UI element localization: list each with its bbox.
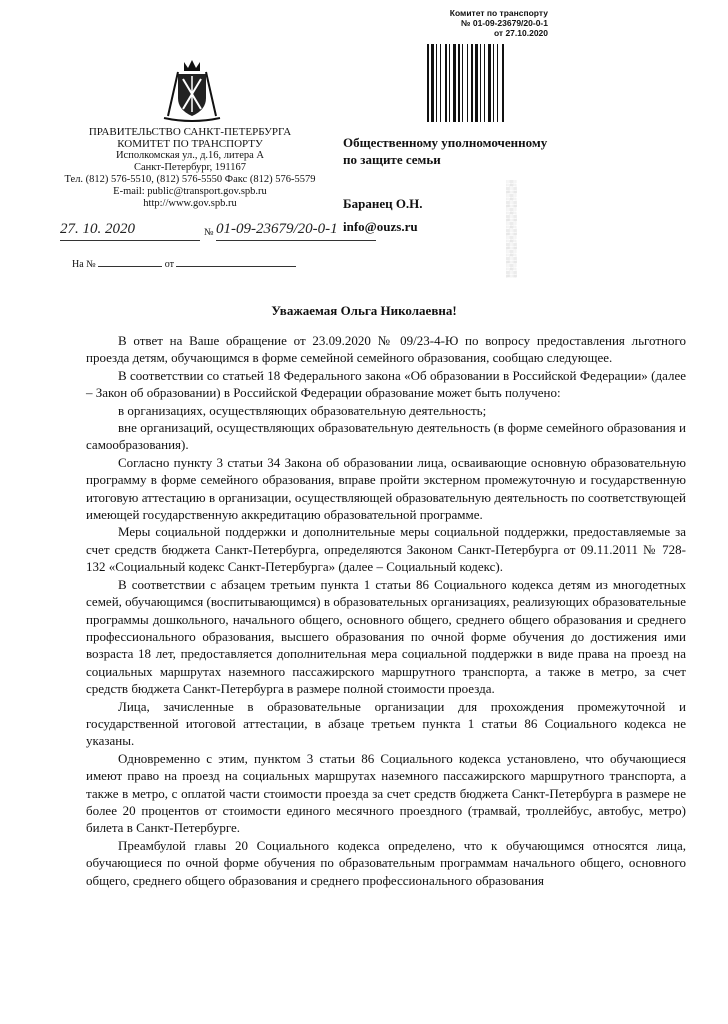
- stamp-line-1: Комитет по транспорту: [449, 8, 548, 18]
- letter-body: [86, 332, 686, 889]
- handwritten-date: 27. 10. 2020: [60, 221, 135, 237]
- scan-noise: ░▒░▒░▒░▒░▒░▒░▒░▒░▒░▒░▒░▒░▒░▒░▒░▒░▒░▒░▒░▒░▒: [506, 180, 517, 278]
- sender-address-city: Санкт-Петербург, 191167: [134, 162, 246, 173]
- paragraph: В ответ на Ваше обращение от 23.09.2020 № 09/23-4-Ю по вопросу предоставления льготного проезда детям, обучающимся в форме семейной семейного образования, сообщаю следующее.: [86, 333, 686, 366]
- sender-email: E-mail: public@transport.gov.spb.ru: [113, 186, 267, 197]
- recipient-title-1: Общественному уполномоченному: [343, 135, 548, 150]
- recipient-name: Баранец О.Н.: [343, 196, 423, 211]
- date-underline: [60, 240, 200, 241]
- sender-government: ПРАВИТЕЛЬСТВО САНКТ-ПЕТЕРБУРГА: [88, 126, 292, 138]
- handwritten-number: 01-09-23679/20-0-1: [216, 221, 338, 237]
- stamp-line-2: № 01-09-23679/20-0-1: [461, 18, 548, 28]
- registration-stamp: [412, 8, 548, 38]
- sender-committee: КОМИТЕТ ПО ТРАНСПОРТУ: [117, 138, 263, 150]
- paragraph: Преамбулой главы 20 Социального кодекса определено, что к обучающимся относятся лица, обучающиеся по очной форме обучения по образовательным программам начального общего, основного общего, среднего общего образования и среднего профессионального образования: [86, 837, 686, 888]
- number-label: №: [204, 227, 214, 238]
- barcode-icon: [425, 44, 541, 122]
- reference-number-blank: [98, 256, 162, 267]
- number-underline: [216, 240, 376, 241]
- recipient-email: info@ouzs.ru: [343, 219, 418, 234]
- stamp-line-3: от 27.10.2020: [493, 28, 548, 38]
- reference-line: [72, 256, 332, 270]
- paragraph: вне организаций, осуществляющих образовательную деятельность (в форме семейного образования и самообразования).: [86, 420, 686, 453]
- paragraph: в организациях, осуществляющих образовательную деятельность;: [118, 402, 487, 418]
- outgoing-registration: [60, 221, 360, 243]
- sender-website: http://www.gov.spb.ru: [143, 198, 237, 209]
- reference-date-blank: [176, 256, 296, 267]
- paragraph: В соответствии со статьей 18 Федерального закона «Об образовании в Российской Федерации» (далее – Закон об образовании) в Российской Федерации образование может быть получено:: [86, 367, 686, 401]
- paragraph: Меры социальной поддержки и дополнительные меры социальной поддержки, предоставляемые за счет средств бюджета Санкт-Петербурга, определяются Законом Санкт-Петербурга от 09.11.2011 № 728-132 «Социальный кодекс Санкт-Петербурга» (далее – Социальный кодекс).: [86, 524, 686, 575]
- paragraph: Одновременно с этим, пунктом 3 статьи 86 Социального кодекса установлено, что обучающиеся имеют право на проезд на социальных маршрутах наземного пассажирского маршрутного транспорта, а также в метро, с оплатой части стоимости проезда за счет средств бюджета Санкт-Петербурга в размере не более 20 процентов от стоимости единого месячного проездного (трамвай, троллейбус, автобус, метро) билета в Санкт-Петербурге.: [86, 750, 686, 836]
- reference-number-label: На №: [72, 259, 96, 270]
- paragraph: В соответствии с абзацем третьим пункта 1 статьи 86 Социального кодекса детям из многодетных семей, обучающимся (воспитывающимся) в образовательных организациях, реализующих образовательные программы дошкольного, начального общего, основного общего, среднего общего образования и среднего профессионального образования, высшего образования по очной форме обучения до достижения ими возраста 18 лет, предоставляется дополнительная мера социальной поддержки в виде права на проезд на социальных маршрутах наземного пассажирского маршрутного транспорта, а также в метро, за счет средств бюджета Санкт-Петербурга в размере полной стоимости проезда.: [86, 576, 686, 697]
- recipient-title-2: по защите семьи: [343, 152, 441, 167]
- recipient-block: [343, 134, 603, 234]
- paragraph: Согласно пункту 3 статьи 34 Закона об образовании лица, осваивающие основную образовательную программу в форме семейного образования, вправе пройти экстерном промежуточную и государственную итоговую аттестацию в организации, осуществляющей образовательную деятельность по соответствующей имеющей государственную аккредитацию образовательной программе.: [86, 454, 686, 523]
- coat-of-arms-icon: [160, 58, 224, 122]
- reference-date-label: от: [164, 259, 174, 270]
- sender-phones: Тел. (812) 576-5510, (812) 576-5550 Факс (812) 576-5579: [64, 174, 316, 185]
- salutation: Уважаемая Ольга Николаевна!: [271, 303, 457, 318]
- sender-address-street: Исполкомская ул., д.16, литера А: [115, 150, 265, 161]
- paragraph: Лица, зачисленные в образовательные организации для прохождения промежуточной и государственной итоговой аттестации, в абзаце третьем пункта 1 статьи 86 Социального кодекса не указаны.: [86, 698, 686, 749]
- sender-block: [60, 126, 320, 210]
